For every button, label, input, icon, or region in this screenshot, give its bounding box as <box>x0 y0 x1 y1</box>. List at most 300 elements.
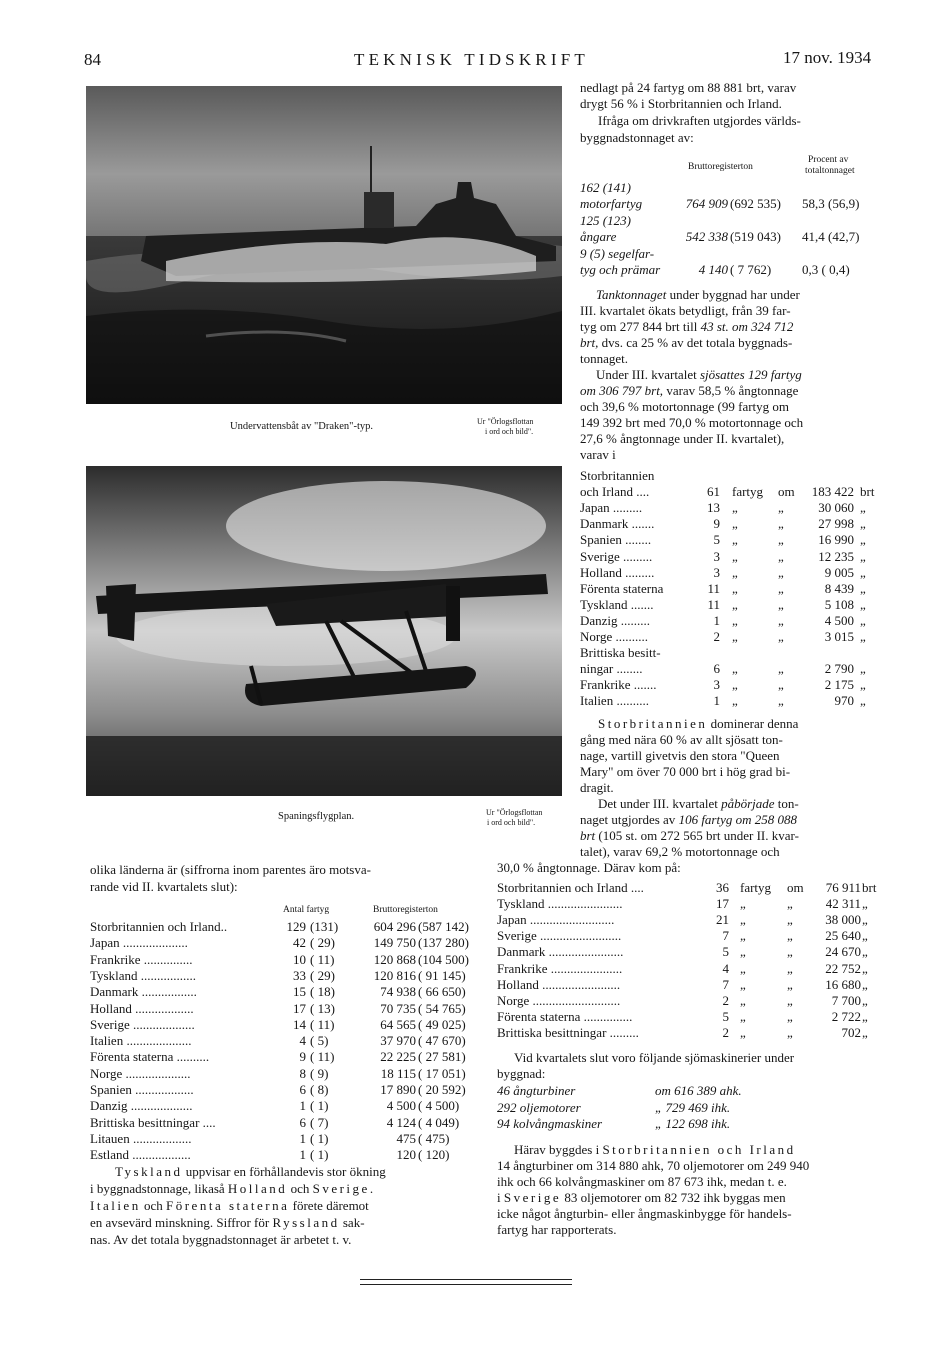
gross-tonnage-prev: ( 49 025) <box>418 1016 466 1032</box>
unit-om: „ <box>787 1024 793 1040</box>
gross-tonnage: 4 124 <box>386 1114 416 1130</box>
country-name: ningar ........ <box>580 661 643 677</box>
unit-ships: „ <box>732 612 738 628</box>
gross-tonnage: 17 890 <box>380 1082 416 1097</box>
left-table-col-brt: Bruttoregisterton <box>373 905 438 915</box>
country-name: Japan .......................... <box>497 912 615 928</box>
seaplane-caption: Spaningsflygplan. <box>278 811 355 822</box>
ship-count: 1 <box>299 1098 306 1114</box>
submarine-credit-1: Ur "Örlogsflottan <box>477 417 534 426</box>
begun-line-2: naget utgjordes av 106 fartyg om 258 088 <box>580 812 798 827</box>
ship-count: 17 <box>293 1000 306 1016</box>
ship-count: 3 <box>713 564 720 580</box>
country-name: Sverige ......... <box>580 548 653 564</box>
ship-count-prev: ( 1) <box>310 1147 329 1163</box>
dominance-line-2: gång med nära 60 % av allt sjösatt ton- <box>580 732 783 747</box>
table-row <box>497 880 882 896</box>
unit-om: „ <box>778 564 784 580</box>
table-row <box>90 1017 480 1033</box>
right-intro-2: drygt 56 % i Storbritannien och Irland. <box>580 96 782 111</box>
country-name: Italien .......... <box>580 693 649 709</box>
gross-tonnage: 22 752 <box>825 960 861 976</box>
tank-line-2: III. kvartalet ökats betydligt, från 39 far- <box>580 303 791 318</box>
table-row <box>497 896 882 912</box>
gross-tonnage: 2 175 <box>824 677 854 693</box>
submarine-credit-2: i ord och bild". <box>485 427 534 436</box>
ship-count-prev: ( 7) <box>310 1114 329 1130</box>
gross-tonnage: 4 500 <box>386 1098 416 1114</box>
table-row <box>90 919 480 935</box>
unit-ships: „ <box>740 960 746 976</box>
machinery-power: „ 729 469 ihk. <box>655 1099 731 1115</box>
gross-tonnage: 16 680 <box>825 976 861 992</box>
table-row <box>580 532 882 548</box>
table-row <box>90 1131 480 1147</box>
journal-title: TEKNISK TIDSKRIFT <box>354 50 589 69</box>
machinery-line-2: byggnad: <box>497 1066 546 1081</box>
ship-count-prev: (131) <box>310 919 339 934</box>
unit-brt: brt <box>862 880 877 895</box>
unit-om: „ <box>787 976 793 992</box>
gross-tonnage: 25 640 <box>825 928 861 944</box>
ship-count: 3 <box>713 548 720 564</box>
unit-ships: „ <box>740 944 746 960</box>
drive-table <box>580 180 880 280</box>
country-name: Spanien .................. <box>90 1082 194 1097</box>
table-row <box>497 1025 882 1041</box>
drive-brt: 542 338 <box>685 229 728 244</box>
unit-brt: „ <box>860 629 866 644</box>
drive-brt-prev: ( 7 762) <box>730 262 772 277</box>
country-name: Tyskland ....................... <box>497 896 623 912</box>
table-row <box>580 581 882 597</box>
left-table-col-count: Antal fartyg <box>283 905 330 915</box>
drive-type-name: ångare <box>580 229 617 244</box>
unit-om: „ <box>778 693 784 709</box>
ship-count-prev: ( 18) <box>310 984 335 1000</box>
gross-tonnage: 30 060 <box>818 500 854 516</box>
drive-table-col-brt: Bruttoregisterton <box>688 162 753 172</box>
gross-tonnage-prev: ( 27 581) <box>418 1049 466 1065</box>
unit-ships: „ <box>732 564 738 580</box>
drive-type-count: 9 (5) segelfar- <box>580 246 655 261</box>
table-row <box>580 468 882 484</box>
gross-tonnage: 42 311 <box>825 896 861 912</box>
ship-count-prev: ( 9) <box>310 1065 329 1081</box>
launch-line-1: Under III. kvartalet sjösattes 129 fartyg <box>596 367 802 382</box>
gross-tonnage: 120 <box>396 1147 416 1163</box>
table-row <box>90 935 480 951</box>
country-name: Spanien ........ <box>580 532 652 548</box>
drive-row-label <box>580 246 880 262</box>
submarine-caption: Undervattensbåt av "Draken"-typ. <box>230 421 373 432</box>
drive-percent: 41,4 (42,7) <box>802 229 860 244</box>
ship-count: 33 <box>293 967 306 983</box>
launch-line-4: 149 392 brt med 70,0 % motortonnage och <box>580 415 804 430</box>
table-row <box>497 993 882 1009</box>
unit-brt: „ <box>860 677 866 693</box>
drive-type-name: motorfartyg <box>580 196 643 211</box>
ship-count: 17 <box>716 896 729 912</box>
ship-count: 11 <box>707 580 720 596</box>
bottom-rule-1 <box>360 1279 572 1280</box>
ship-count-prev: ( 13) <box>310 1000 335 1016</box>
gross-tonnage: 149 750 <box>373 935 416 951</box>
table-row <box>90 1049 480 1065</box>
ship-count-prev: ( 11) <box>310 951 335 967</box>
unit-ships: „ <box>740 928 746 944</box>
gross-tonnage-prev: ( 54 765) <box>418 1000 466 1016</box>
gross-tonnage: 2 790 <box>824 661 854 677</box>
gross-tonnage: 74 938 <box>380 984 416 1000</box>
ship-count: 2 <box>722 992 729 1008</box>
ship-count: 61 <box>707 484 720 500</box>
gross-tonnage-prev: ( 475) <box>418 1130 450 1146</box>
ship-count-prev: ( 11) <box>310 1016 335 1032</box>
issue-date: 17 nov. 1934 <box>783 48 872 67</box>
tank-line-5: tonnaget. <box>580 351 629 366</box>
country-name: Sverige ......................... <box>497 928 622 944</box>
table-row <box>580 597 882 613</box>
launch-line-5: 27,6 % ångtonnage under II. kvartalet), <box>580 431 785 446</box>
seaplane-credit-2: i ord och bild". <box>487 818 536 827</box>
machinery-type: 292 oljemotorer <box>497 1099 581 1115</box>
country-name: Estland .................. <box>90 1147 191 1163</box>
unit-om: „ <box>787 992 793 1008</box>
gross-tonnage: 475 <box>396 1130 416 1146</box>
table-row <box>497 977 882 993</box>
tank-line-3: tyg om 277 844 brt till 43 st. om 324 712 <box>580 319 794 334</box>
seaplane-credit-1: Ur "Örlogsflottan <box>486 808 543 817</box>
gross-tonnage: 3 015 <box>824 629 854 644</box>
unit-om: „ <box>787 944 793 960</box>
drive-table-col-pct-a: Procent av <box>808 155 849 165</box>
unit-om: „ <box>778 629 784 644</box>
ship-count: 6 <box>299 1114 306 1130</box>
country-name: Brittiska besittningar ......... <box>497 1024 639 1040</box>
gross-tonnage: 38 000 <box>825 912 861 928</box>
table-row <box>497 912 882 928</box>
unit-ships: „ <box>732 677 738 693</box>
unit-om: „ <box>778 661 784 677</box>
country-name: och Irland .... <box>580 484 650 500</box>
ship-count-prev: ( 1) <box>310 1098 329 1114</box>
gross-tonnage: 16 990 <box>818 532 854 548</box>
unit-ships: „ <box>732 532 738 548</box>
country-name: Sverige ................... <box>90 1016 195 1032</box>
country-name: Holland .................. <box>90 1000 194 1016</box>
ship-count: 10 <box>293 951 306 967</box>
ship-count-prev: ( 1) <box>310 1130 329 1146</box>
country-name: Tyskland ................. <box>90 967 196 983</box>
table-row <box>497 1009 882 1025</box>
ship-count: 1 <box>713 612 720 628</box>
gross-tonnage-prev: ( 47 670) <box>418 1033 466 1049</box>
unit-ships: „ <box>732 580 738 596</box>
ship-count: 5 <box>722 1008 729 1024</box>
tank-line-1: Tanktonnaget under byggnad har under <box>596 287 800 302</box>
table-row <box>580 661 882 677</box>
gross-tonnage: 120 816 <box>373 967 416 983</box>
table-row <box>497 961 882 977</box>
country-name: Holland ......... <box>580 564 655 580</box>
right-intro-3: Ifråga om drivkraften utgjordes världs- <box>598 113 801 128</box>
country-tonnage-table <box>90 919 480 1164</box>
unit-ships: „ <box>732 661 738 677</box>
table-row <box>580 500 882 516</box>
begun-line-1: Det under III. kvartalet påbörjade ton- <box>598 796 799 811</box>
table-row <box>580 693 882 709</box>
ship-count: 2 <box>722 1024 729 1040</box>
country-name: Förenta staterna .......... <box>90 1049 210 1065</box>
left-closing-line-4: en avsevärd minskning. Siffror för Ryssland sak- <box>90 1215 365 1230</box>
table-row <box>580 613 882 629</box>
launch-line-2: om 306 797 brt, varav 58,5 % ångtonnage <box>580 383 799 398</box>
gross-tonnage-prev: ( 20 592) <box>418 1082 466 1097</box>
unit-om: „ <box>778 596 784 612</box>
table-row <box>90 1033 480 1049</box>
ship-count: 6 <box>299 1082 306 1097</box>
left-closing-line-5: nas. Av det totala byggnadstonnaget är arbetet t. v. <box>90 1232 352 1247</box>
country-name: Japan .................... <box>90 935 188 951</box>
ship-count: 7 <box>722 928 729 944</box>
unit-ships: „ <box>732 548 738 564</box>
ship-count: 21 <box>716 912 729 928</box>
unit-om: „ <box>787 960 793 976</box>
table-row <box>90 968 480 984</box>
country-name: Litauen .................. <box>90 1130 192 1146</box>
country-name: Danmark ................. <box>90 984 197 1000</box>
unit-brt: „ <box>862 928 868 944</box>
seaplane-photo <box>86 466 562 796</box>
country-name: Italien .................... <box>90 1033 192 1049</box>
gross-tonnage: 70 735 <box>380 1000 416 1016</box>
begun-ships-table <box>497 880 882 1045</box>
drive-brt-prev: (692 535) <box>730 196 781 211</box>
drive-type-name: tyg och prämar <box>580 262 661 277</box>
ship-count: 1 <box>299 1130 306 1146</box>
unit-brt: „ <box>860 580 866 596</box>
country-name: Frankrike ............... <box>90 951 193 967</box>
ship-count: 1 <box>299 1147 306 1163</box>
unit-ships: „ <box>732 500 738 516</box>
table-row <box>497 928 882 944</box>
drive-row-values <box>580 229 880 245</box>
ship-count-prev: ( 29) <box>310 935 335 951</box>
unit-om: „ <box>778 548 784 564</box>
ship-count: 6 <box>713 661 720 677</box>
ship-count: 1 <box>713 693 720 709</box>
unit-om: „ <box>787 896 793 912</box>
unit-ships: „ <box>740 1008 746 1024</box>
ship-count: 5 <box>713 532 720 548</box>
table-row <box>90 1001 480 1017</box>
drive-type-count: 162 (141) <box>580 180 631 195</box>
unit-brt: „ <box>862 976 868 992</box>
unit-om: „ <box>778 516 784 532</box>
drive-brt-prev: (519 043) <box>730 229 781 244</box>
begun-line-3: brt (105 st. om 272 565 brt under II. kvar- <box>580 828 799 843</box>
table-row <box>580 645 882 661</box>
gross-tonnage-prev: ( 91 145) <box>418 967 466 983</box>
unit-ships: „ <box>732 693 738 709</box>
unit-ships: „ <box>740 1024 746 1040</box>
gross-tonnage-prev: (587 142) <box>418 919 469 934</box>
unit-ships: „ <box>732 596 738 612</box>
ship-count: 129 <box>286 919 306 934</box>
drive-brt: 764 909 <box>685 196 728 211</box>
gross-tonnage-prev: ( 4 049) <box>418 1114 460 1130</box>
table-row <box>90 1115 480 1131</box>
table-row <box>90 1147 480 1163</box>
table-row <box>90 1082 480 1098</box>
machinery-power: om 616 389 ahk. <box>655 1083 742 1098</box>
machinery-row <box>497 1116 797 1132</box>
ship-count: 2 <box>713 629 720 644</box>
drive-percent: 58,3 (56,9) <box>802 196 860 211</box>
gross-tonnage-prev: ( 120) <box>418 1147 450 1163</box>
machinery-row <box>497 1083 797 1099</box>
ship-count: 36 <box>716 880 729 895</box>
dominance-line-4: Mary" om över 70 000 brt i hög grad bi- <box>580 764 791 779</box>
table-row <box>580 484 882 500</box>
drive-row-values <box>580 262 880 278</box>
gross-tonnage-prev: ( 4 500) <box>418 1098 460 1114</box>
ship-count-prev: ( 5) <box>310 1033 329 1049</box>
gross-tonnage: 183 422 <box>811 484 854 500</box>
begun-line-5: 30,0 % ångtonnage. Därav kom på: <box>497 860 681 875</box>
country-name: Norge .................... <box>90 1065 191 1081</box>
gross-tonnage: 970 <box>834 693 854 709</box>
ship-count-prev: ( 8) <box>310 1082 329 1097</box>
country-name: Storbritannien och Irland .... <box>497 880 644 895</box>
gross-tonnage: 76 911 <box>825 880 861 895</box>
gross-tonnage: 604 296 <box>373 919 416 934</box>
dominance-line-1: Storbritannien dominerar denna <box>598 716 799 731</box>
bottom-rule-2 <box>360 1284 572 1285</box>
gross-tonnage: 8 439 <box>824 580 854 596</box>
final-line-5: icke något ångturbin- eller ångmaskinbygge för handels- <box>497 1206 792 1221</box>
ship-count: 8 <box>299 1065 306 1081</box>
country-name: Danzig ................... <box>90 1098 193 1114</box>
unit-brt: „ <box>860 516 866 532</box>
drive-brt: 4 140 <box>698 262 728 277</box>
unit-ships: „ <box>740 976 746 992</box>
unit-ships: fartyg <box>740 880 772 895</box>
table-row <box>90 952 480 968</box>
gross-tonnage-prev: ( 66 650) <box>418 984 466 1000</box>
right-intro-1: nedlagt på 24 fartyg om 88 881 brt, varav <box>580 80 797 95</box>
country-name: Tyskland ....... <box>580 596 654 612</box>
unit-brt: „ <box>860 548 866 564</box>
machinery-type: 94 kolvångmaskiner <box>497 1116 603 1131</box>
unit-om: „ <box>787 912 793 928</box>
table-row <box>580 516 882 532</box>
country-name: Danmark ....... <box>580 516 655 532</box>
unit-brt: „ <box>862 1024 868 1040</box>
submarine-photo <box>86 86 562 404</box>
left-intro-line-1: olika länderna är (siffrorna inom parentes äro motsva- <box>90 862 371 877</box>
left-closing-line-1: Tyskland uppvisar en förhållandevis stor ökning <box>115 1164 386 1179</box>
country-name: Förenta staterna ............... <box>497 1008 633 1024</box>
gross-tonnage: 5 108 <box>824 596 854 612</box>
country-name: Brittiska besitt- <box>580 645 661 661</box>
table-row <box>580 565 882 581</box>
left-intro-line-2: rande vid II. kvartalets slut): <box>90 879 238 894</box>
gross-tonnage: 24 670 <box>825 944 861 960</box>
left-closing-line-2: i byggnadstonnage, likaså Holland och Sverige. <box>90 1181 374 1196</box>
country-name: Japan ......... <box>580 500 643 516</box>
ship-count: 42 <box>293 935 306 951</box>
unit-brt: „ <box>860 661 866 677</box>
ship-count: 5 <box>722 944 729 960</box>
final-line-1: Härav byggdes i Storbritannien och Irland <box>514 1142 796 1157</box>
gross-tonnage: 9 005 <box>824 564 854 580</box>
drive-row-label <box>580 213 880 229</box>
gross-tonnage: 4 500 <box>824 612 854 628</box>
country-name: Norge ........................... <box>497 992 621 1008</box>
drive-row-label <box>580 180 880 196</box>
unit-brt: „ <box>860 612 866 628</box>
unit-om: „ <box>778 580 784 596</box>
ship-count-prev: ( 11) <box>310 1049 335 1065</box>
unit-om: „ <box>778 677 784 693</box>
country-name: Holland ........................ <box>497 976 621 992</box>
gross-tonnage: 702 <box>841 1024 861 1040</box>
country-name: Danmark ....................... <box>497 944 624 960</box>
machinery-type: 46 ångturbiner <box>497 1083 576 1098</box>
gross-tonnage-prev: (104 500) <box>418 951 469 967</box>
ship-count: 3 <box>713 677 720 693</box>
final-line-2: 14 ångturbiner om 314 880 ahk, 70 oljemotorer om 249 940 <box>497 1158 810 1173</box>
gross-tonnage: 27 998 <box>818 516 854 532</box>
begun-line-4: talet), varav 69,2 % motortonnage och <box>580 844 780 859</box>
gross-tonnage: 22 225 <box>380 1049 416 1065</box>
drive-type-count: 125 (123) <box>580 213 631 228</box>
table-row <box>90 1066 480 1082</box>
table-row <box>90 984 480 1000</box>
machinery-power: „ 122 698 ihk. <box>655 1116 731 1131</box>
table-row <box>90 1098 480 1114</box>
machinery-line-1: Vid kvartalets slut voro följande sjömaskinerier under <box>514 1050 795 1065</box>
unit-om: om <box>778 484 795 500</box>
country-name: Förenta staterna <box>580 580 664 596</box>
ship-count: 7 <box>722 976 729 992</box>
ship-count: 13 <box>707 500 720 516</box>
ship-count: 9 <box>299 1049 306 1065</box>
drive-row-values <box>580 196 880 212</box>
ship-count: 4 <box>722 960 729 976</box>
unit-om: „ <box>778 500 784 516</box>
unit-brt: „ <box>862 960 868 976</box>
final-line-6: fartyg har rapporterats. <box>497 1222 617 1237</box>
country-name: Danzig ......... <box>580 612 651 628</box>
dominance-line-5: dragit. <box>580 780 614 795</box>
launch-line-3: och 39,6 % motortonnage (99 fartyg om <box>580 399 790 414</box>
machinery-row <box>497 1100 797 1116</box>
tank-line-4: brt, dvs. ca 25 % av det totala byggnads- <box>580 335 793 350</box>
country-name: Frankrike ....... <box>580 677 657 693</box>
right-intro-4: byggnadstonnaget av: <box>580 130 694 145</box>
unit-om: „ <box>778 612 784 628</box>
dominance-line-3: nage, vartill givetvis den stora "Queen <box>580 748 780 763</box>
unit-ships: „ <box>732 516 738 532</box>
country-name: Norge .......... <box>580 629 649 644</box>
gross-tonnage: 7 700 <box>831 992 861 1008</box>
table-row <box>580 677 882 693</box>
ship-count: 4 <box>299 1033 306 1049</box>
unit-brt: brt <box>860 484 875 500</box>
